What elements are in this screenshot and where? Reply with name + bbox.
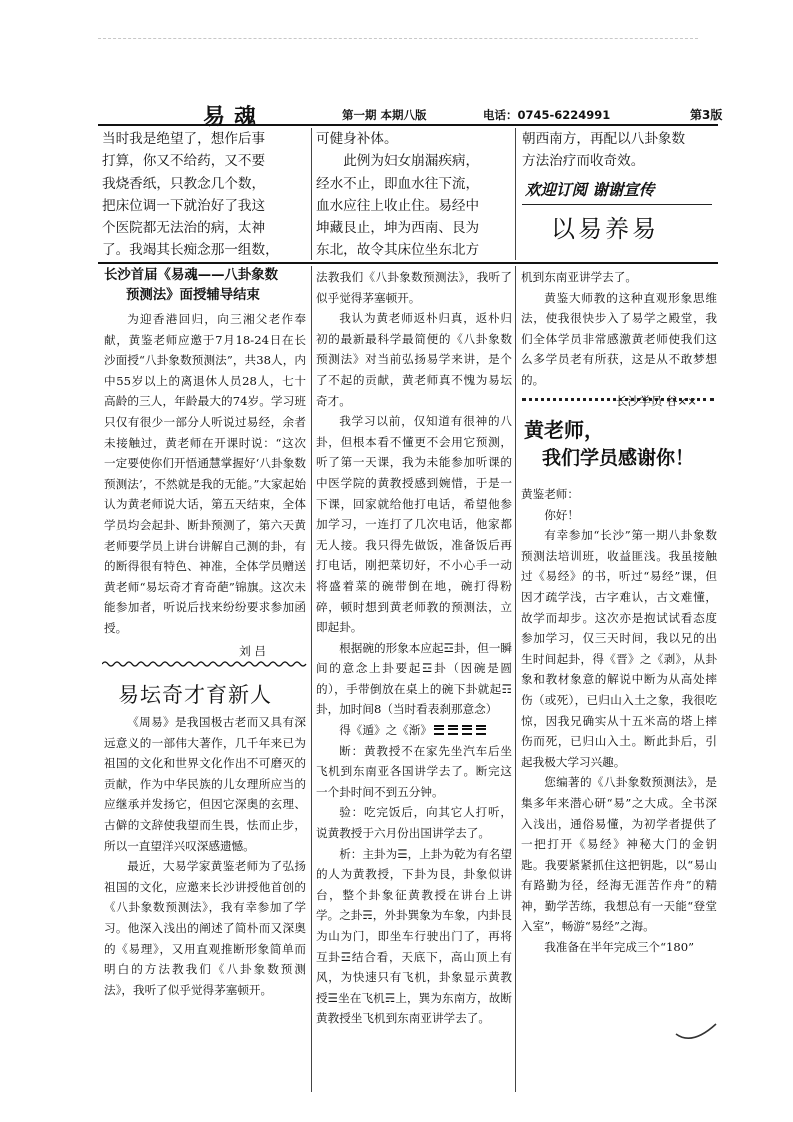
motto: 以易养易 (551, 215, 659, 243)
text-line: 此例为妇女崩漏疾病， (343, 153, 480, 170)
paragraph: 我准备在半年完成三个“180” (544, 940, 695, 955)
text-line: 个医院都无法治的病，太神 (102, 220, 266, 237)
article1-body (104, 309, 306, 661)
top-col2 (316, 128, 512, 262)
paragraph: 根据碗的形象本应起☲卦，但一瞬间的意念上卦要起☲卦（因碗是圆的），手带倒放在桌上的碗下卦就起☶卦，加时间8（当时看表刹那意念） (316, 640, 512, 717)
column-divider (515, 266, 516, 1092)
article2-body-col3 (521, 267, 717, 411)
text-line: 坤藏艮止，坤为西南、艮为 (316, 220, 480, 237)
column-divider (311, 128, 312, 260)
paragraph: 断：黄教授不在家先坐汽车后坐飞机到东南亚各国讲学去了。断完这一个卦时间不到五分钟。 (316, 743, 512, 799)
article3-title (524, 416, 716, 472)
salutation: 黄鉴老师： (521, 487, 579, 501)
slogan: 欢迎订阅 谢谢宣传 (525, 180, 655, 199)
paragraph (316, 844, 512, 1030)
paragraph-hexagram (316, 720, 512, 741)
text-line: 朝西南方，再配以八卦象数 (522, 131, 686, 147)
paragraph-continued: 法教我们《八卦象数预测法》，我听了似乎觉得茅塞顿开。 (316, 270, 512, 305)
column-divider (311, 266, 312, 1092)
article1-title-line1: 长沙首届《易魂——八卦象数 (104, 268, 279, 283)
paragraph: 我学习以前，仅知道有很神的八卦，但根本看不懂更不会用它预测，听了第一天课，我为未能参加听课的中医学院的黄教授感到婉惜，于是一下课，回家就给他打电话，希望他参加学习，一连打了几次电话，他家都无人接。我只得先做饭，准备饭后再打电话，刚把菜切好，不小心手一动将盛着菜的碗带倒在地，碗打得粉碎，顿时想到黄老师教的预测法，立即起卦。 (316, 414, 512, 635)
section-rule (98, 262, 718, 264)
text-line: 方法治疗而收奇效。 (522, 153, 645, 170)
hexagram-icon (448, 725, 458, 735)
hexagram-icon (462, 725, 472, 735)
paragraph-continued: 机到东南亚讲学去了。 (521, 270, 637, 284)
article2-author: 长沙学员 谷×× (615, 393, 697, 408)
pen-mark (672, 1020, 722, 1050)
article1-author: 刘 吕 (239, 643, 266, 658)
article2-title: 易坛奇才育新人 (118, 683, 272, 707)
article3-title-line2: 我们学员感谢你！ (542, 447, 695, 469)
masthead-title: 易魂 (203, 104, 266, 130)
paragraph-text: 析：主卦为☰，上卦为乾为有名望的人为黄教授，下卦为艮，卦象似讲台，整个卦象征黄教授在讲台上讲学。之卦☴，外卦巽象为车象，内卦艮为山为门，即坐车行驶出门了，再将互卦☲结合看，天底下，高山顶上有风，为快速只有飞机，卦象显示黄教授☰坐在飞机☴上，巽为东南方，故断黄教授坐飞机到东南亚讲学去了。 (316, 846, 512, 1026)
masthead-phone: 电话：0745-6224991 (483, 108, 611, 122)
masthead-issue: 第一期 本期八版 (342, 108, 427, 122)
paragraph: 为迎香港回归，向三湘父老作奉献，黄鉴老师应邀于7月18-24日在长沙面授“八卦象数预测法”，共38人，内中55岁以上的离退休人员28人，七十高龄的三人，年龄最大的74岁。学习班只仅有很少一部分人听说过易经，余者未接触过，黄老师在开课时说：“这次一定要使你们开悟通慧掌握好‘八卦象数预测法’，不然就是我的无能。”大家起始认为黄老师说大话，第五天结束，全体学员均会起卦、断卦预测了，第六天黄老师要学员上讲台讲解自己测的卦，有的断得很有特色、神准，全体学员赠送黄老师“易坛奇才育奇葩”锦旗。这次未能参加者，听说后找来纷纷要求参加函授。 (104, 312, 306, 635)
top-col3 (522, 128, 718, 173)
hexagram-icon (476, 725, 486, 735)
article3-body (521, 484, 717, 958)
slogan-rule (522, 204, 712, 205)
top-col1 (102, 128, 310, 262)
article2-body-col1 (104, 712, 306, 1102)
text-line: 东北，故令其床位坐东北方 (316, 242, 480, 259)
paragraph: 验：吃完饭后，向其它人打听，说黄教授于六月份出国讲学去了。 (316, 805, 512, 841)
wavy-line (102, 660, 308, 668)
hexagram-text: 得《遁》之《渐》 (339, 723, 432, 738)
article3-title-line1: 黄老师， (524, 418, 604, 442)
masthead-rule (98, 124, 718, 126)
column-divider (515, 128, 516, 260)
text-line: 经水不止，即血水往下流， (316, 175, 480, 192)
greeting: 你好！ (544, 507, 579, 522)
paragraph: 有幸参加“长沙”第一期八卦象数预测法培训班，收益匪浅。我虽接触过《易经》的书，听过“易经”课，但因才疏学浅，古字难认，古文难懂，故学而却步。这次亦是抱试试看态度参加学习，仅三天时间，我以兄的出生时间起卦，得《晋》之《剥》，从卦象和教材象意的解说中断为从高处摔伤（或死），已归山入土之象，我很吃惊，因我兄确实从十五米高的塔上摔伤而死，已归山入土。断此卦后，引起我极大学习兴趣。 (521, 528, 717, 769)
hexagram-icon (434, 725, 444, 735)
article2-body-col2 (316, 267, 512, 1030)
text-line: 当时我是绝望了，想作后事 (102, 131, 266, 147)
text-line: 了。我竭其长痴念那一组数， (102, 242, 279, 259)
article1-title-line2: 预测法》面授辅导结束 (126, 288, 260, 303)
article1-title (104, 266, 310, 306)
text-line: 把床位调一下就治好了我这 (102, 197, 266, 214)
text-line: 可健身补体。 (316, 131, 398, 147)
paragraph: 最近，大易学家黄鉴老师为了弘扬祖国的文化，应邀来长沙讲授他首创的《八卦象数预测法》，我有幸参加了学习。他深入浅出的阐述了简朴而又深奥的《易理》，又用直观推断形象简单而明白的方法教我们《八卦象数预测法》，我听了似乎觉得茅塞顿开。 (104, 859, 306, 997)
wavy-divider (102, 660, 308, 668)
text-line: 我烧香纸，只教念几个数， (102, 175, 266, 192)
scan-mark-top (98, 38, 698, 39)
text-line: 血水应往上收止住。易经中 (316, 197, 480, 214)
paragraph: 黄鉴大师教的这种直观形象思维法，使我很快步入了易学之殿堂，我们全体学员非常感激黄老师使我们这么多学员老有所获，这是从不敢梦想的。 (521, 290, 717, 387)
text-line: 打算，你又不给药，又不要 (102, 153, 266, 170)
masthead-page-number: 第3版 (690, 108, 723, 122)
paragraph: 我认为黄老师返朴归真，返朴归初的最新最科学最简便的《八卦象数预测法》对当前弘扬易学来讲，是个了不起的贡献，黄老师真不愧为易坛奇才。 (316, 311, 512, 408)
dotted-divider (522, 398, 714, 407)
paragraph: 《周易》是我国极古老而又具有深远意义的一部伟大著作，几千年来已为祖国的文化和世界文化作出不可磨灭的贡献，作为中华民族的儿女理所应当的应继承并发扬它，但因它深奥的玄理、古僻的文辞使我望而生畏，怯而止步，所以一直望洋兴叹深感遗憾。 (104, 715, 306, 853)
paragraph: 您编著的《八卦象数预测法》，是集多年来潜心研“易”之大成。全书深入浅出，通俗易懂，为初学者提供了一把打开《易经》神秘大门的金钥匙。我要紧紧抓住这把钥匙，以“易山有路勤为径，经海无涯苦作舟”的精神，勤学苦练，我想总有一天能“登堂入室”，畅游“易经”之海。 (521, 775, 717, 934)
